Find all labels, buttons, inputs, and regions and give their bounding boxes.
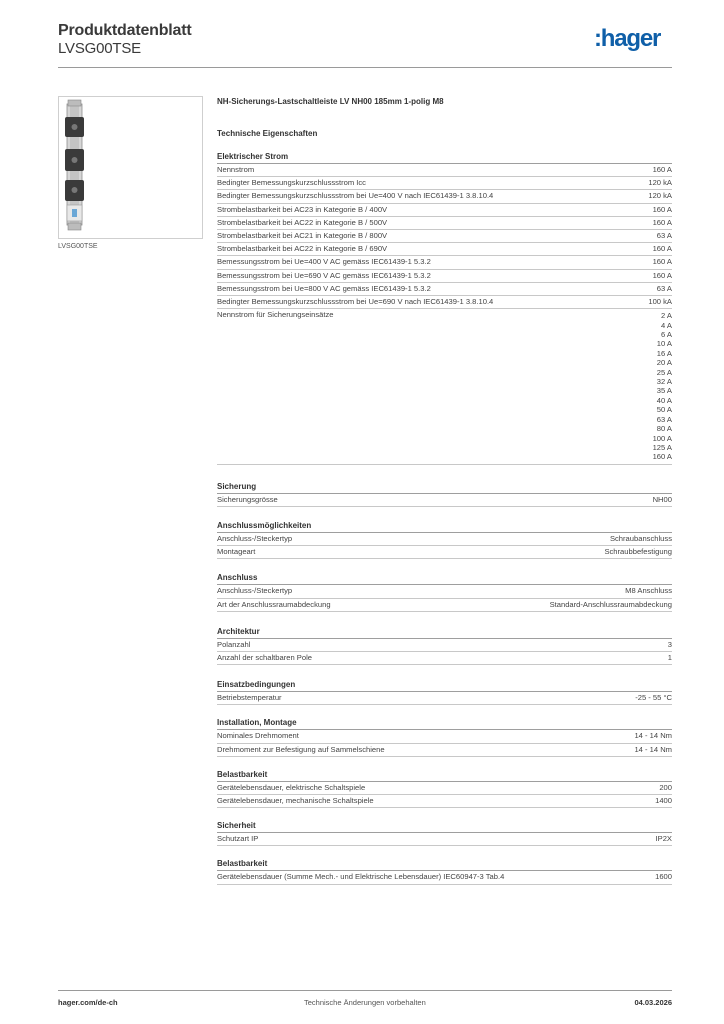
spec-value: 2 A <box>661 311 672 321</box>
spec-label: Polanzahl <box>217 639 251 649</box>
product-image-caption: LVSG00TSE <box>58 243 98 250</box>
spec-label: Bemessungsstrom bei Ue=800 V AC gemäss IEC61439-1 5.3.2 <box>217 283 431 293</box>
spec-value: 20 A <box>656 358 672 368</box>
spec-label: Gerätelebensdauer, elektrische Schaltspiele <box>217 782 366 792</box>
spec-label: Bedingter Bemessungskurzschlussstrom Icc <box>217 178 366 188</box>
spec-row <box>217 217 672 230</box>
spec-label: Anzahl der schaltbaren Pole <box>217 652 312 662</box>
footer-date: 04.03.2026 <box>634 998 672 1007</box>
spec-label: Nominales Drehmoment <box>217 731 299 741</box>
spec-label: Montageart <box>217 547 256 557</box>
spec-value: 160 A <box>652 165 672 174</box>
section-title: Architektur <box>217 626 672 639</box>
spec-value: Schraubbefestigung <box>604 547 672 557</box>
spec-row <box>217 164 672 177</box>
section-title: Sicherung <box>217 481 672 494</box>
spec-value: 63 A <box>656 283 672 293</box>
spec-value: 120 kA <box>648 178 672 188</box>
spec-label: Betriebstemperatur <box>217 693 282 703</box>
spec-row <box>217 533 672 546</box>
spec-section <box>217 520 672 559</box>
section-title: Einsatzbedingungen <box>217 679 672 692</box>
spec-label: Bedingter Bemessungskurzschlussstrom bei Ue=690 V nach IEC61439-1 3.8.10.4 <box>217 297 494 307</box>
spec-row <box>217 309 672 465</box>
spec-row <box>217 585 672 598</box>
spec-value: 125 A <box>652 442 672 452</box>
spec-row <box>217 296 672 309</box>
spec-value: Standard-Anschlussraumabdeckung <box>549 599 672 609</box>
spec-value: NH00 <box>652 494 672 504</box>
spec-row <box>217 744 672 757</box>
section-title: Belastbarkeit <box>217 769 672 782</box>
spec-label: Sicherungsgrösse <box>217 494 278 504</box>
spec-value: 160 A <box>652 257 672 267</box>
spec-value: M8 Anschluss <box>625 586 672 596</box>
spec-value: 50 A <box>656 405 672 415</box>
spec-label: Nennstrom für Sicherungseinsätze <box>217 310 334 320</box>
spec-section <box>217 820 672 846</box>
spec-row <box>217 190 672 203</box>
spec-value: 25 A <box>656 367 672 377</box>
spec-row <box>217 782 672 795</box>
spec-section <box>217 858 672 884</box>
page-title: Produktdatenblatt <box>58 22 192 39</box>
spec-label: Bedingter Bemessungskurzschlussstrom bei Ue=400 V nach IEC61439-1 3.8.10.4 <box>217 191 494 201</box>
spec-row <box>217 871 672 884</box>
spec-value: 160 A <box>652 204 672 214</box>
spec-row <box>217 256 672 269</box>
spec-value: 63 A <box>656 231 672 241</box>
spec-row <box>217 243 672 256</box>
spec-value: 40 A <box>656 395 672 405</box>
product-code: LVSG00TSE <box>58 40 141 57</box>
spec-value: 14 - 14 Nm <box>634 744 672 754</box>
spec-label: Nennstrom <box>217 165 255 174</box>
spec-row <box>217 177 672 190</box>
hager-logo: :hager <box>594 25 661 52</box>
spec-row <box>217 639 672 652</box>
spec-value: 160 A <box>652 452 672 462</box>
spec-label: Drehmoment zur Befestigung auf Sammelschiene <box>217 744 385 754</box>
spec-value: 120 kA <box>648 191 672 201</box>
spec-value: IP2X <box>655 834 672 844</box>
spec-row <box>217 795 672 808</box>
spec-label: Strombelastbarkeit bei AC21 in Kategorie B / 800V <box>217 231 388 241</box>
spec-value: 1600 <box>655 872 672 882</box>
spec-value: 4 A <box>661 320 672 330</box>
spec-value: 32 A <box>656 377 672 387</box>
spec-row <box>217 692 672 705</box>
spec-row <box>217 494 672 507</box>
spec-label: Art der Anschlussraumabdeckung <box>217 599 331 609</box>
spec-label: Strombelastbarkeit bei AC22 in Kategorie B / 690V <box>217 244 388 254</box>
tech-heading: Technische Eigenschaften <box>217 129 318 138</box>
spec-label: Anschluss-/Steckertyp <box>217 533 293 543</box>
spec-section <box>217 769 672 808</box>
spec-section <box>217 717 672 756</box>
spec-value: 100 kA <box>648 297 672 307</box>
spec-value: 35 A <box>656 386 672 396</box>
section-title: Sicherheit <box>217 820 672 833</box>
spec-label: Gerätelebensdauer, mechanische Schaltspiele <box>217 795 374 805</box>
spec-value: 14 - 14 Nm <box>634 731 672 741</box>
header-divider <box>58 67 672 68</box>
section-title: Elektrischer Strom <box>217 151 672 164</box>
spec-value: 3 <box>667 639 672 649</box>
spec-label: Gerätelebensdauer (Summe Mech.- und Elektrische Lebensdauer) IEC60947-3 Tab.4 <box>217 872 505 882</box>
spec-label: Anschluss-/Steckertyp <box>217 586 293 596</box>
section-title: Belastbarkeit <box>217 858 672 871</box>
spec-section <box>217 481 672 507</box>
spec-value: -25 - 55 °C <box>635 693 672 703</box>
spec-row <box>217 652 672 665</box>
spec-value: 1400 <box>655 795 672 805</box>
spec-value: 200 <box>659 782 672 792</box>
spec-value: 160 A <box>652 270 672 280</box>
spec-value-list <box>653 311 672 462</box>
spec-row <box>217 270 672 283</box>
spec-section <box>217 151 672 465</box>
spec-label: Schutzart IP <box>217 834 259 844</box>
spec-label: Bemessungsstrom bei Ue=400 V AC gemäss IEC61439-1 5.3.2 <box>217 257 431 267</box>
spec-section <box>217 679 672 705</box>
footer-divider <box>58 990 672 991</box>
spec-value: 63 A <box>656 414 672 424</box>
spec-label: Strombelastbarkeit bei AC23 in Kategorie B / 400V <box>217 204 388 214</box>
spec-section <box>217 626 672 665</box>
spec-value: 160 A <box>652 244 672 254</box>
spec-label: Bemessungsstrom bei Ue=690 V AC gemäss IEC61439-1 5.3.2 <box>217 270 431 280</box>
spec-value: 10 A <box>656 339 672 349</box>
spec-row <box>217 204 672 217</box>
spec-value: 6 A <box>661 330 672 340</box>
section-title: Anschluss <box>217 572 672 585</box>
spec-value: 160 A <box>652 217 672 227</box>
section-title: Anschlussmöglichkeiten <box>217 520 672 533</box>
spec-value: 16 A <box>656 348 672 358</box>
footer-website: hager.com/de-ch <box>58 998 118 1007</box>
spec-sections <box>217 151 672 885</box>
spec-value: 100 A <box>652 433 672 443</box>
product-name: NH-Sicherungs-Lastschaltleiste LV NH00 185mm 1-polig M8 <box>217 97 444 106</box>
section-title: Installation, Montage <box>217 717 672 730</box>
spec-value: Schraubanschluss <box>609 533 672 543</box>
spec-label: Strombelastbarkeit bei AC22 in Kategorie B / 500V <box>217 217 388 227</box>
spec-row <box>217 283 672 296</box>
spec-value: 80 A <box>656 424 672 434</box>
spec-row <box>217 546 672 559</box>
spec-row <box>217 599 672 612</box>
footer-disclaimer: Technische Änderungen vorbehalten <box>304 998 426 1007</box>
spec-row <box>217 730 672 743</box>
spec-value: 1 <box>667 652 672 662</box>
spec-row <box>217 230 672 243</box>
spec-section <box>217 572 672 611</box>
spec-table <box>217 97 672 885</box>
fuse-switch-disconnector-icon <box>59 97 202 238</box>
spec-row <box>217 833 672 846</box>
product-image <box>58 96 203 239</box>
